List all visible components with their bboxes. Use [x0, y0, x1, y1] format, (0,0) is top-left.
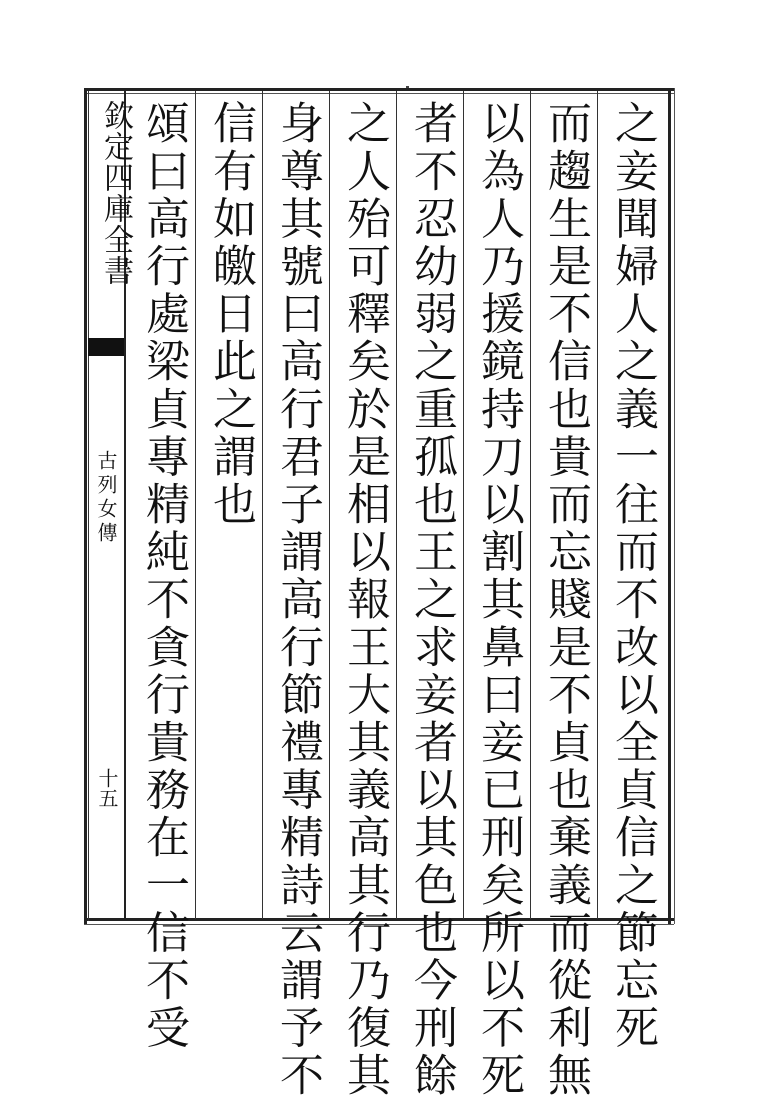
margin-folio-number: 十五	[95, 768, 119, 808]
frame-top-inner-rule	[84, 93, 674, 94]
fold-fishtail-mark	[88, 338, 124, 356]
column-rule	[195, 91, 196, 919]
text-column-3: 以為人乃援鏡持刀以割其鼻曰妾已刑矣所以不死	[473, 100, 524, 1100]
column-rule	[463, 91, 464, 919]
column-rule	[597, 91, 598, 919]
frame-right-rule	[668, 88, 671, 924]
margin-book-title: 古列女傳	[94, 450, 118, 546]
column-rule	[396, 91, 397, 919]
frame-right-outer-rule	[674, 88, 675, 924]
text-column-2: 而趨生是不信也貴而忘賤是不貞也棄義而從利無	[540, 100, 591, 1100]
text-column-8: 頌曰高行處梁貞專精純不貪行貴務在一信不受	[138, 100, 189, 1052]
text-column-4: 者不忍幼弱之重孤也王之求妾者以其色也今刑餘	[406, 100, 457, 1100]
column-rule	[329, 91, 330, 919]
text-column-1: 之妾聞婦人之義一往而不改以全貞信之節忘死	[607, 100, 658, 1052]
text-column-5: 之人殆可釋矣於是相以報王大其義高其行乃復其	[339, 100, 390, 1100]
text-column-6: 身尊其號曰高行君子謂高行節禮專精詩云謂予不	[272, 100, 323, 1100]
frame-top-rule	[84, 88, 674, 91]
margin-collection-title: 欽定四庫全書	[98, 100, 133, 286]
fold-column-left-rule	[88, 91, 89, 921]
text-column-7: 信有如皦日此之謂也	[205, 100, 256, 529]
frame-left-rule	[84, 88, 87, 924]
column-rule	[262, 91, 263, 919]
column-rule	[530, 91, 531, 919]
